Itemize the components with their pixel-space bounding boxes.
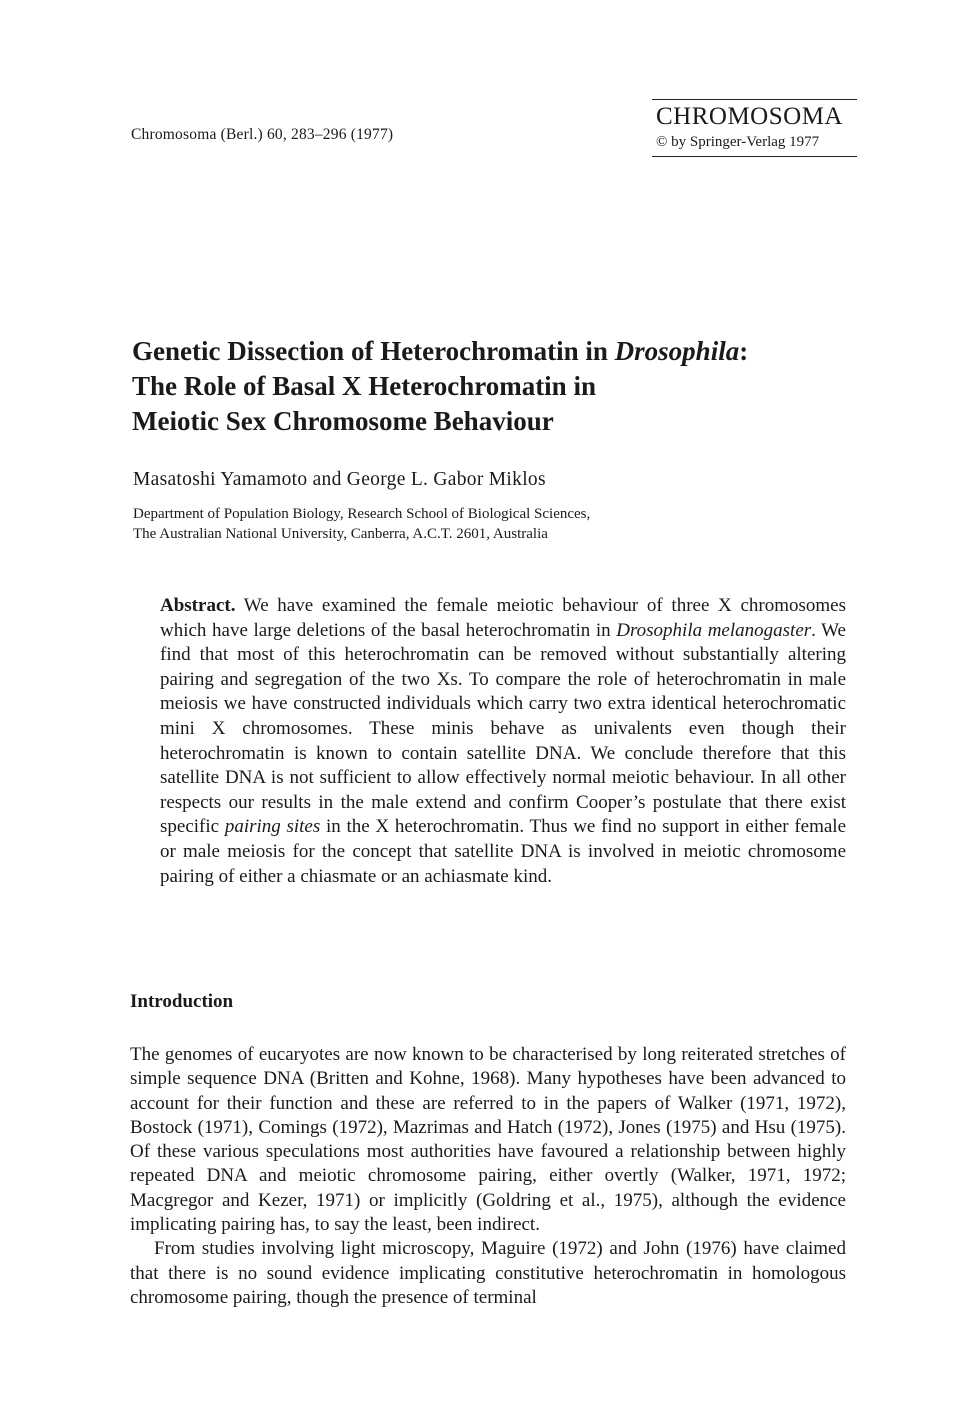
journal-citation: Chromosoma (Berl.) 60, 283–296 (1977): [131, 126, 394, 143]
abstract-label: Abstract.: [160, 595, 236, 616]
title-line2: The Role of Basal X Heterochromatin in: [132, 371, 596, 401]
affiliation: [133, 504, 590, 544]
title-line3: Meiotic Sex Chromosome Behaviour: [132, 406, 554, 436]
paper-title: [132, 334, 892, 439]
author-list: Masatoshi Yamamoto and George L. Gabor Miklos: [133, 469, 546, 490]
abstract: Abstract. We have examined the female meiotic behaviour of three X chromosomes which have large deletions of the basal heterochromatin in Drosophila melanogaster. We find that most of this heterochromatin can be removed without substantially altering pairing and segregation of the two Xs. To compare the role of heterochromatin in male meiosis we have constructed individuals which carry two extra identical heterochromatic mini X chromosomes. These minis behave as univalents even though their heterochromatin is known to contain satellite DNA. We conclude therefore that this satellite DNA is not sufficient to allow effectively normal meiotic behaviour. In all other respects our results in the male extend and confirm Cooper’s postulate that there exist specific pairing sites in the X heterochromatin. Thus we find no support in either female or male meiosis for the concept that satellite DNA is involved in meiotic chromosome pairing of either a chiasmate or an achiasmate kind.: [160, 595, 846, 887]
species-name: Drosophila melanogaster: [616, 619, 812, 641]
affiliation-line1: Department of Population Biology, Research School of Biological Sciences,: [133, 506, 591, 522]
pairing-sites-term: pairing sites: [224, 816, 321, 838]
copyright-notice: © by Springer-Verlag 1977: [656, 134, 820, 150]
introduction-body: [130, 1043, 846, 1310]
paragraph: The genomes of eucaryotes are now known to be characterised by long reiterated stretches of simple sequence DNA (Britten and Kohne, 1968). Many hypotheses have been advanced to account for their function and these are referred to in the papers of Walker (1971, 1972), Bostock (1971), Comings (1972), Mazrimas and Hatch (1972), Jones (1975) and Hsu (1975). Of these various speculations most authorities have favoured a relationship between highly repeated DNA and meiotic chromosome pairing, either overtly (Walker, 1971, 1972; Macgregor and Kezer, 1971) or implicitly (Goldring et al., 1975), although the evidence implicating pairing has, to say the least, been indirect.: [130, 1044, 846, 1236]
title-line1: Genetic Dissection of Heterochromatin in Drosophila:: [132, 336, 749, 366]
affiliation-line2: The Australian National University, Canberra, A.C.T. 2601, Australia: [133, 526, 548, 542]
section-heading-introduction: Introduction: [130, 991, 234, 1012]
journal-masthead: [652, 99, 857, 157]
paragraph: From studies involving light microscopy, Maguire (1972) and John (1976) have claimed that there is no sound evidence implicating constitutive heterochromatin in homologous chromosome pairing, though the presence of terminal: [130, 1238, 846, 1308]
journal-name: CHROMOSOMA: [656, 103, 843, 130]
